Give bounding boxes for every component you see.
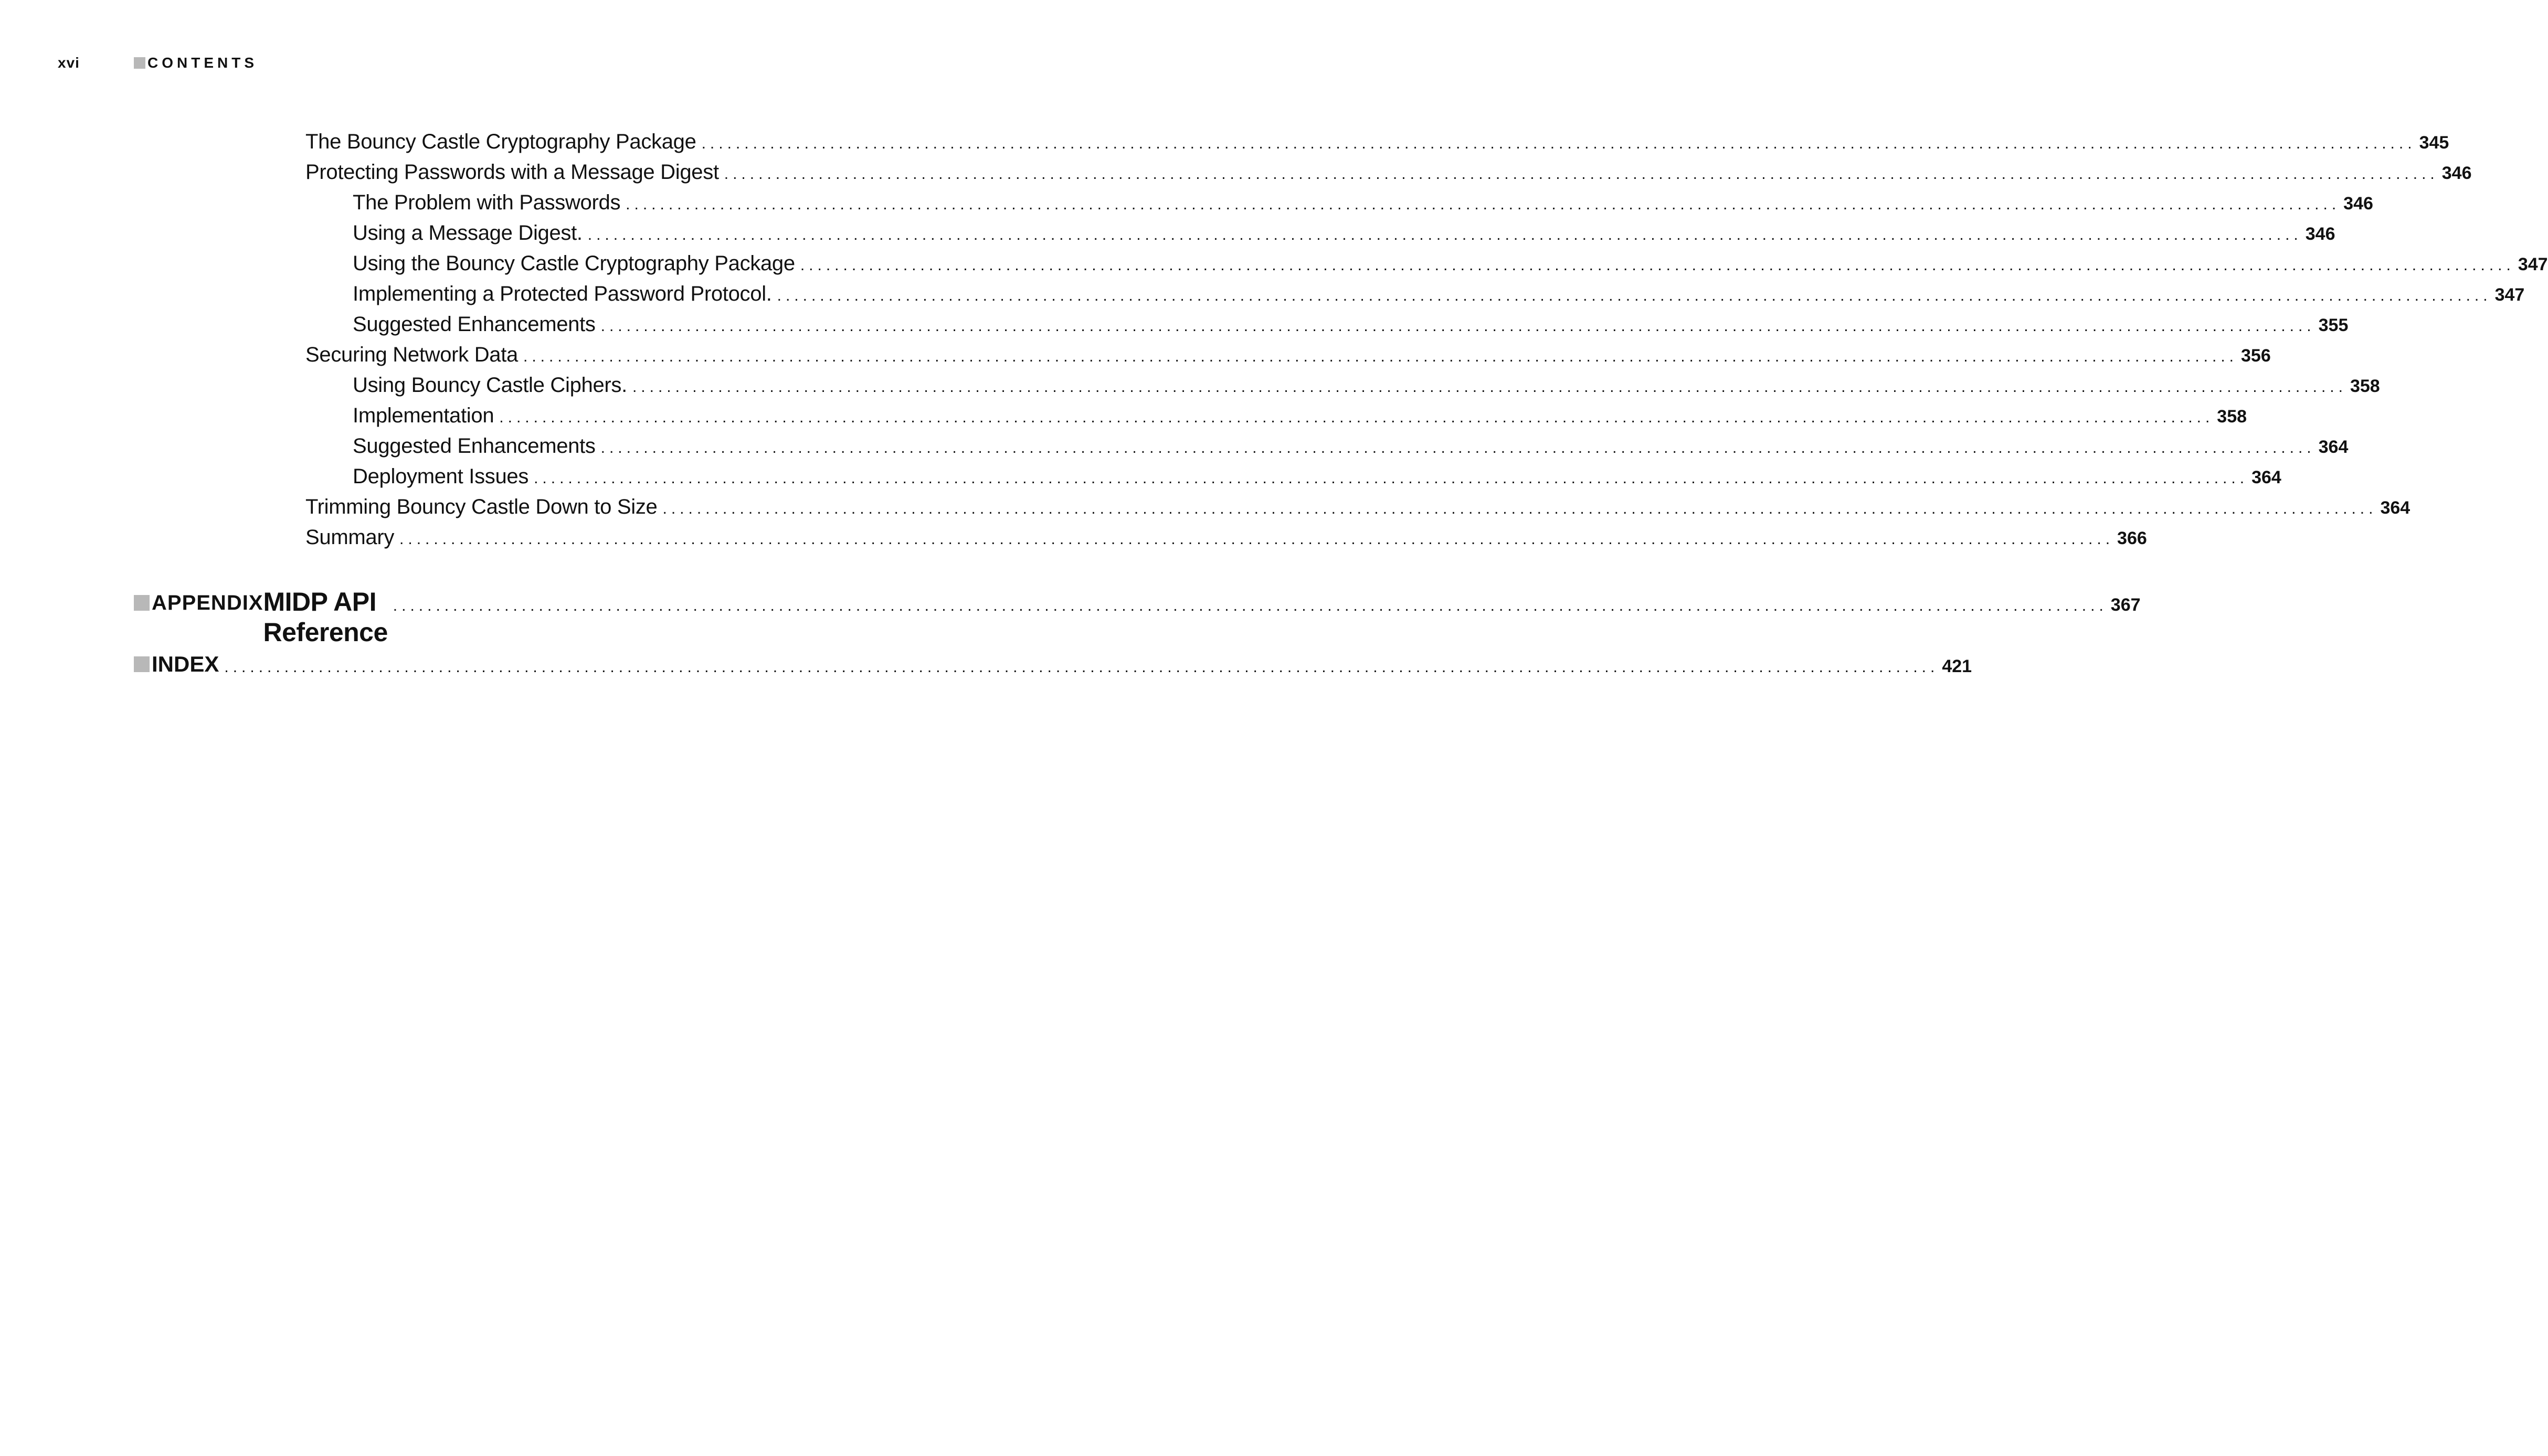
dot-leader: ........................................................................................................................................................................................................ xyxy=(724,165,2439,183)
toc-entry-page: 355 xyxy=(2318,315,2349,335)
dot-leader: ........................................................................................................................................................................................................ xyxy=(534,470,2249,487)
dot-leader: ........................................................................................................................................................................................................ xyxy=(600,439,2316,456)
dot-leader: ........................................................................................................................................................................................................ xyxy=(777,287,2492,304)
toc-entry-title: Using the Bouncy Castle Cryptography Package xyxy=(353,252,795,275)
dot-leader: ........................................................................................................................................................................................................ xyxy=(662,500,2377,517)
dot-leader: ........................................................................................................................................................................................................ xyxy=(701,135,2416,152)
dot-leader: ........................................................................................................................................................................................................ xyxy=(224,658,1939,676)
toc-entry-page: 346 xyxy=(2441,163,2472,183)
toc-entry-page: 345 xyxy=(2419,133,2449,153)
dot-leader: ........................................................................................................................................................................................................ xyxy=(499,409,2214,426)
toc-entry-title: Suggested Enhancements xyxy=(353,434,596,458)
dot-leader: ........................................................................................................................................................................................................ xyxy=(393,597,2108,614)
toc-entry[interactable] xyxy=(305,524,2147,551)
toc-entry-title: Using a Message Digest. xyxy=(353,221,583,245)
toc-entry-page: 364 xyxy=(2380,498,2410,518)
toc-entry[interactable] xyxy=(353,432,2349,460)
dot-leader: ........................................................................................................................................................................................................ xyxy=(600,317,2316,335)
square-bullet-icon xyxy=(134,656,150,672)
toc-entry[interactable] xyxy=(353,250,2548,277)
dot-leader: ........................................................................................................................................................................................................ xyxy=(587,226,2302,243)
appendix-label: APPENDIX xyxy=(152,591,263,614)
toc-entry-page: 364 xyxy=(2318,437,2349,457)
toc-entry[interactable] xyxy=(305,158,2472,186)
index-page: 421 xyxy=(1942,656,1972,676)
index-label: INDEX xyxy=(152,652,219,676)
toc-entry-page: 346 xyxy=(2305,224,2335,244)
toc-entry-title: Implementing a Protected Password Protocol. xyxy=(353,282,772,305)
toc-entry[interactable] xyxy=(305,493,2410,520)
toc-entry-title: Trimming Bouncy Castle Down to Size xyxy=(305,495,658,518)
appendix-page: 367 xyxy=(2110,595,2141,615)
dot-leader: ........................................................................................................................................................................................................ xyxy=(632,378,2347,396)
toc-entry[interactable] xyxy=(353,219,2335,247)
toc-entry-page: 356 xyxy=(2241,346,2271,366)
toc-entry-title: Summary xyxy=(305,526,395,549)
toc-entry[interactable] xyxy=(353,311,2349,338)
toc-entry[interactable] xyxy=(353,463,2281,490)
toc-entry[interactable] xyxy=(353,280,2525,307)
toc-entry-page: 366 xyxy=(2117,528,2147,548)
toc-entry-page: 347 xyxy=(2518,254,2548,274)
toc-entry-title: Protecting Passwords with a Message Digest xyxy=(305,161,719,184)
running-head-label: CONTENTS xyxy=(147,55,258,71)
square-bullet-icon xyxy=(134,595,150,611)
toc-entry[interactable] xyxy=(305,341,2271,368)
toc-entry-title: Implementation xyxy=(353,404,494,427)
toc-entry-title: Using Bouncy Castle Ciphers. xyxy=(353,374,627,397)
dot-leader: ........................................................................................................................................................................................................ xyxy=(399,530,2114,548)
running-header xyxy=(0,55,1102,76)
toc-appendix-entry[interactable] xyxy=(134,587,2141,647)
toc-entry[interactable] xyxy=(353,189,2373,216)
square-bullet-icon xyxy=(134,57,145,69)
dot-leader: ........................................................................................................................................................................................................ xyxy=(523,348,2238,365)
appendix-title: MIDP API Reference xyxy=(263,587,388,647)
toc-entry-title: Deployment Issues xyxy=(353,465,529,488)
running-head xyxy=(134,55,258,71)
toc-entry-title: Securing Network Data xyxy=(305,343,518,366)
toc-entry[interactable] xyxy=(353,371,2380,399)
toc-entry-title: The Bouncy Castle Cryptography Package xyxy=(305,130,696,153)
toc-index-entry[interactable] xyxy=(134,652,1972,683)
dot-leader: ........................................................................................................................................................................................................ xyxy=(626,196,2341,213)
toc-entry[interactable] xyxy=(305,128,2449,155)
toc-entry[interactable] xyxy=(353,402,2247,429)
toc-entry-page: 364 xyxy=(2251,467,2281,487)
toc-entry-page: 358 xyxy=(2350,376,2380,396)
toc-entry-page: 346 xyxy=(2343,194,2373,214)
toc-entry-title: The Problem with Passwords xyxy=(353,191,621,214)
toc-entry-page: 358 xyxy=(2217,407,2247,427)
dot-leader: ........................................................................................................................................................................................................ xyxy=(800,257,2515,274)
toc-entry-title: Suggested Enhancements xyxy=(353,313,596,336)
page-number: xvi xyxy=(58,55,80,71)
toc-entry-page: 347 xyxy=(2494,285,2525,305)
